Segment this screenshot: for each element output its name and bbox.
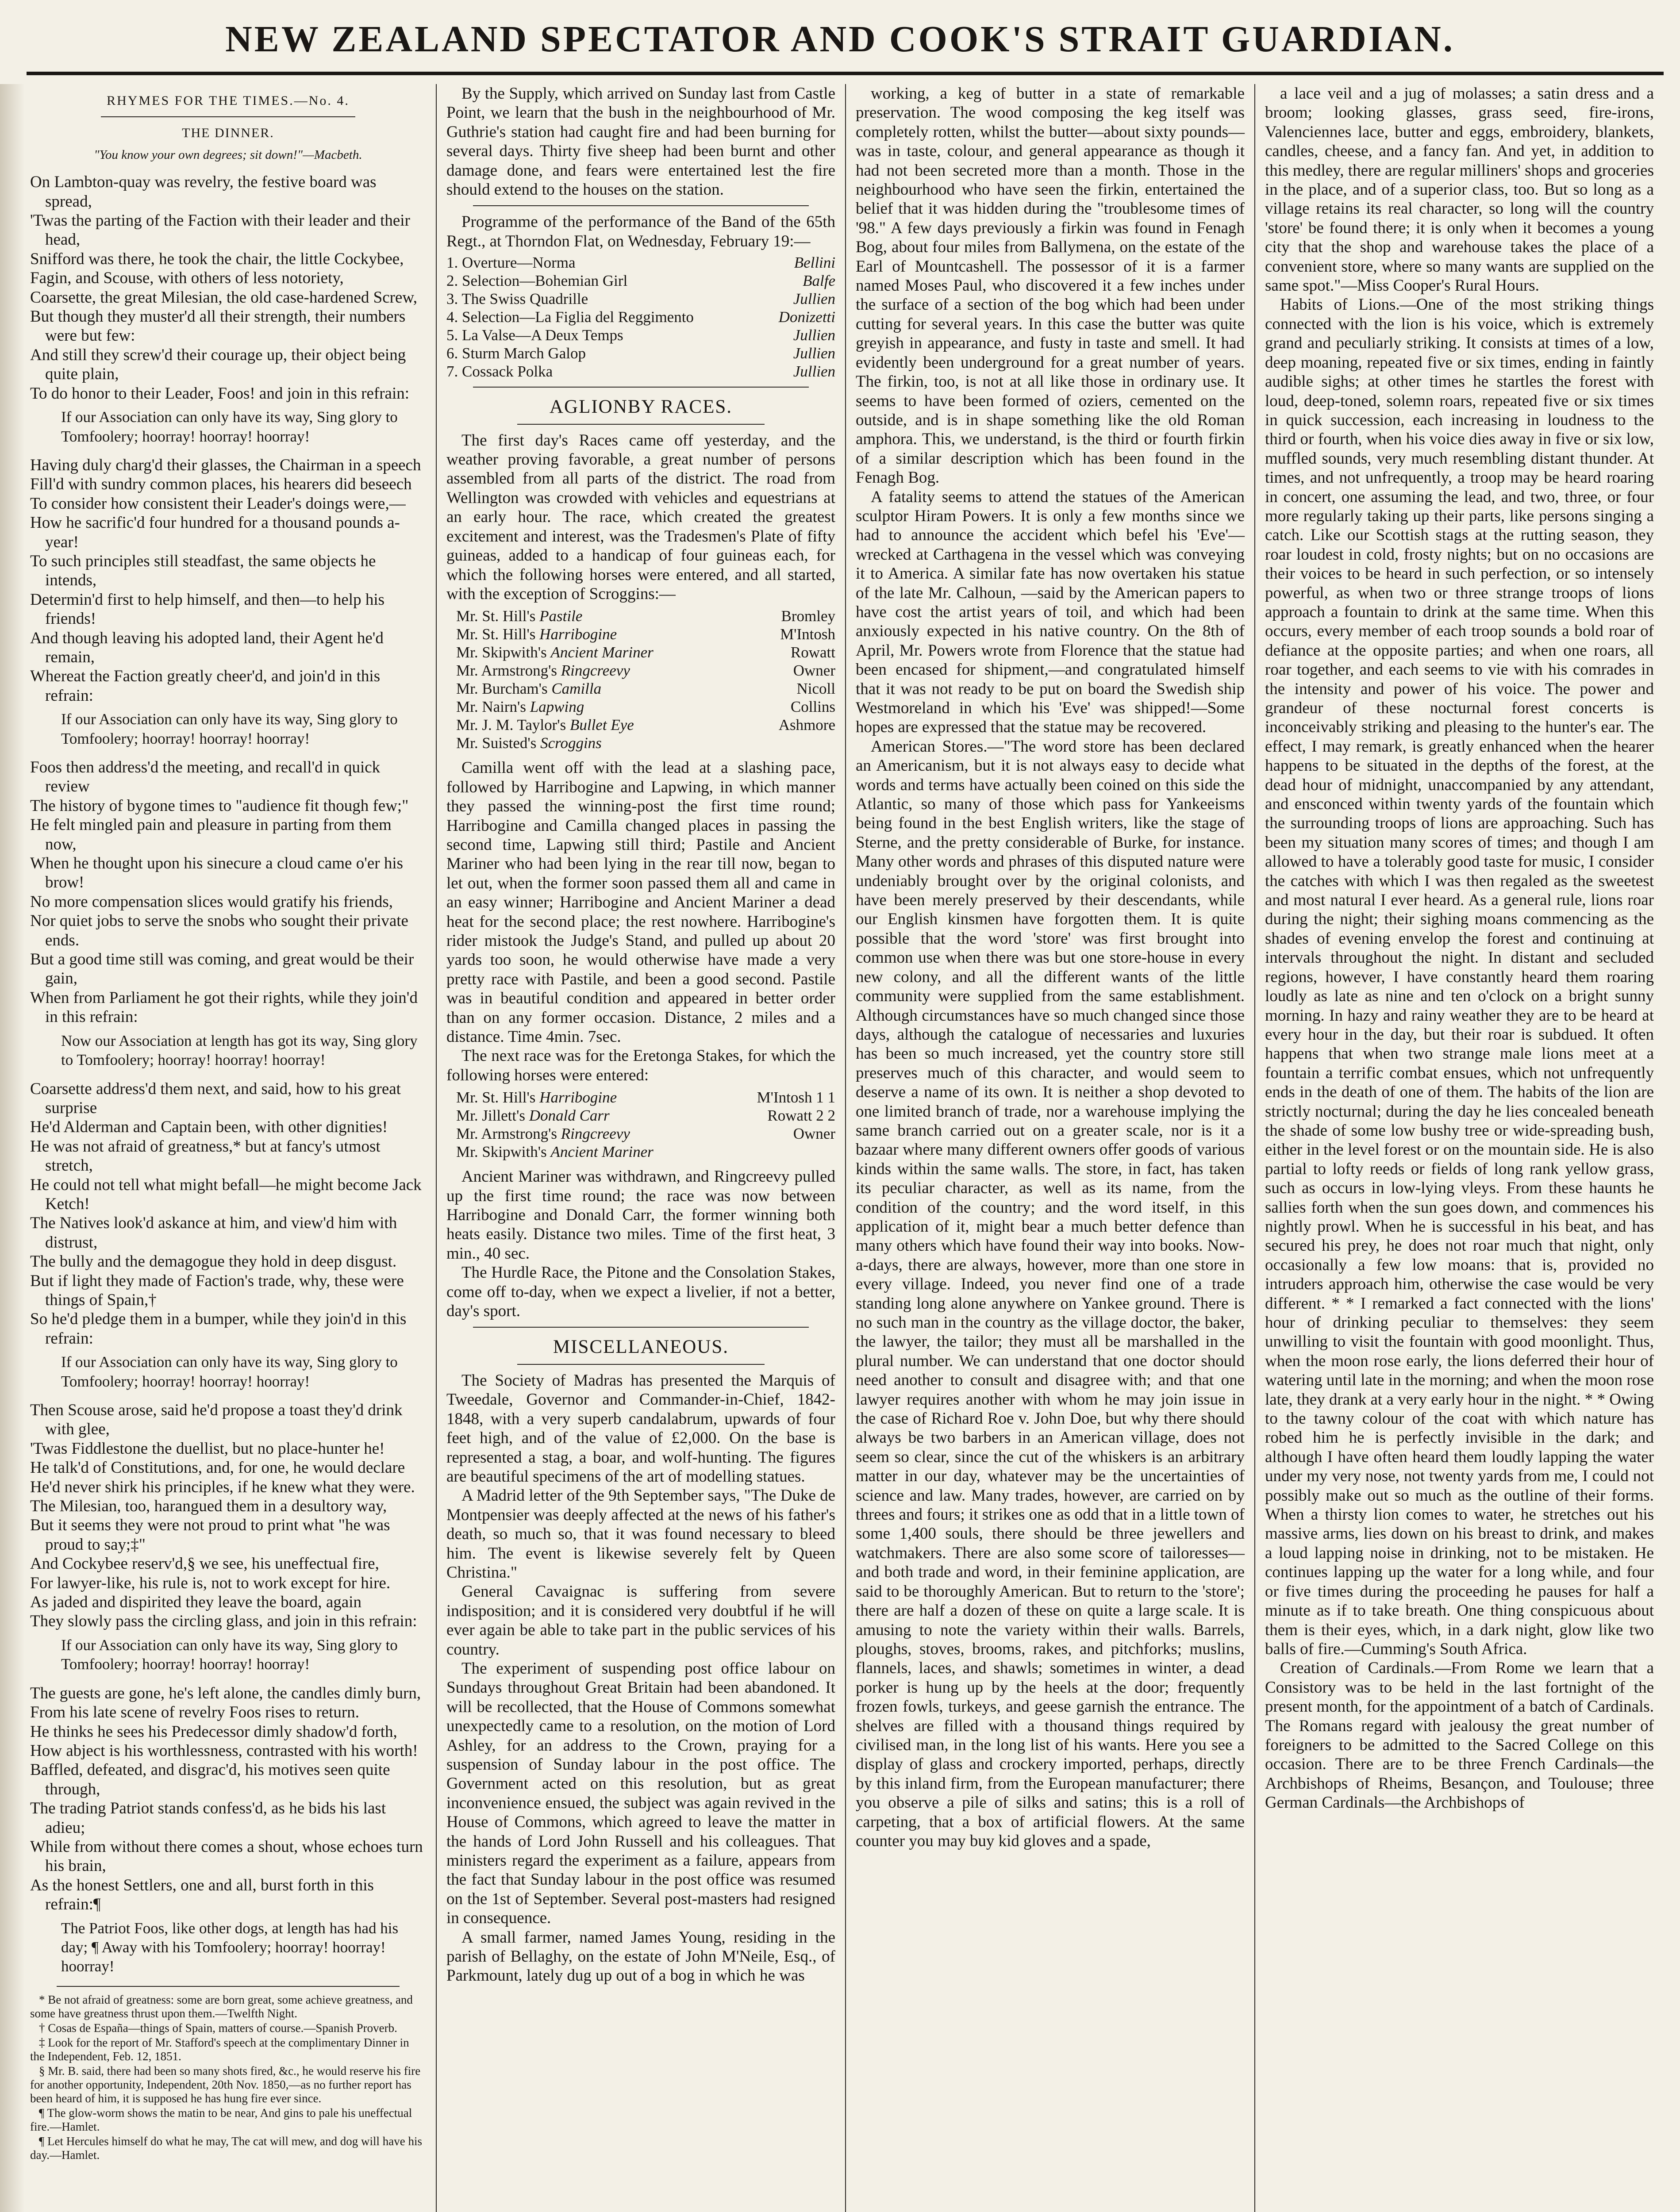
programme-intro: Programme of the performance of the Band of the 65th Regt., at Thorndon Flat, on Wednesday, February 19:—: [446, 213, 835, 250]
race-entry-horse: [456, 625, 617, 643]
race-entry: [456, 625, 835, 643]
races-paragraph-2: Camilla went off with the lead at a slashing pace, followed by Harribogine and Lapwing, in which manner they passed the winning-post the first time round; Harribogine and Camilla changed places in passing the second time, Lapwing still third; Pastile and Ancient Mariner who had been lying in the rear till now, began to let out, when the former soon passed them all and came in an easy winner; Harribogine and Ancient Mariner a dead heat for the second place; the rest nowhere. Harribogine's rider mistook the Judge's Stand, and pulled up about 20 yards too soon, he would otherwise have made a very pretty race with Pastile, and been a good second. Pastile was in beautiful condition and appeared in better order than on any former occasion. Distance, 2 miles and a distance. Time 4min. 7sec.: [446, 759, 835, 1046]
poem-line: So he'd pledge them in a bumper, while they join'd in this refrain:: [30, 1310, 407, 1348]
programme-item: [446, 290, 835, 308]
programme-item: [446, 272, 835, 290]
poem-line: Having duly charg'd their glasses, the Chairman in a speech: [30, 456, 421, 474]
masthead: [0, 0, 1680, 66]
poem-line: From his late scene of revelry Foos rises to return.: [30, 1703, 359, 1722]
races-paragraph-3: The next race was for the Eretonga Stakes, for which the following horses were entered:: [446, 1047, 835, 1084]
footnotes: [30, 1993, 426, 2162]
poem-line: But it seems they were not proud to print what "he was proud to say;‡": [30, 1516, 390, 1554]
race-entry-horse-name: Bullet Eye: [569, 716, 634, 734]
programme-composer: Jullien: [793, 290, 835, 308]
race-entry-owner: Mr. J. M. Taylor's: [456, 716, 566, 734]
race-entry: [456, 643, 835, 661]
poem-line: 'Twas the parting of the Faction with their leader and their head,: [30, 211, 410, 249]
divider: [473, 387, 809, 388]
programme-composer: Jullien: [793, 345, 835, 362]
race-entry-owner: Mr. St. Hill's: [456, 1089, 536, 1106]
race-entry-horse-name: Donald Carr: [529, 1107, 610, 1125]
poem-title: THE DINNER.: [182, 126, 274, 141]
poem-line: How he sacrific'd four hundred for a thousand pounds a-year!: [30, 514, 400, 551]
race-entry-horse: [456, 1125, 630, 1143]
misc-paragraph: The Society of Madras has presented the Marquis of Tweedale, Governor and Commander-in-Chief, 1842-1848, with a very superb candalabrum, upwards of four feet high, and of the value of £2,000. On the base is represented a stag, a boar, and wolf-hunting. The figures are beautiful specimens of the art of modelling statues.: [446, 1371, 835, 1486]
footnote: § Mr. B. said, there had been so many shots fired, &c., he would reserve his fire for another opportunity, Independent, 20th Nov. 1850,—as no further report has been heard of him, it is supposed he has hung fire ever since.: [30, 2064, 421, 2105]
american-stores-paragraph: American Stores.—"The word store has been declared an Americanism, but it is not always easy to decide what words and terms have actually been coined on this side the Atlantic, so many of those which pass for Yankeeisms being found in the best English writers, like the stage of Sterne, and the pretty considerable of Burke, for instance. Many other words and phrases of this disputed nature were undeniably brought over by the original colonists, and have been merely preserved by their descendants, while our English kinsmen have forgotten them. It is quite possible that the word 'store' was first brought into common use when there was but one store-house in every new colony, and all the different wants of the little community were supplied from the same establishment. Although circumstances have so much changed since those days, although the catalogue of necessaries and luxuries has been so much increased, yet the country store still preserves much of this character, and would seem to deserve a name of its own. It is neither a shop devoted to one limited branch of trade, nor a warehouse implying the same branch carried out on a greater scale, nor is it a bazaar where many different owners offer goods of various kinds within the same walls. The store, in fact, has taken its peculiar character, as well as its name, from the condition of the country; and the word itself, in this application of it, might bear a much better defence than many others which have found their way into books. Now-a-days, there are always, however, more than one store in every village. Indeed, you never find one of a trade standing long alone anywhere on Yankee ground. There is no such man in the country as the village doctor, the baker, the lawyer, the tailor; they must all be marshalled in the plural number. We can understand that one doctor should need another to consult and disagree with; and that one lawyer requires another with whom he may join issue in the case of Richard Roe v. John Doe, but why there should always be two barbers in an American village, does not seem so clear, since the cut of the whiskers is an arbitrary matter in our day, whatever may be the uncertainties of science and law. Many trades, however, are carried on by threes and fours; it strikes one as odd that in a little town of some 1,400 souls, there should be three jewellers and watchmakers. There are also some score of tailoresses—and both trade and word, in their feminine application, are said to be thoroughly American. But to return to the 'store'; there are half a dozen of these on quite a large scale. It is amusing to note the variety within their walls. Barrels, ploughs, stoves, brooms, rakes, and pitchforks; muslins, flannels, laces, and shawls; sometimes in winter, a dead porker is hung up by the heels at the door; frequently frozen fowls, turkeys, and geese garnish the entrance. The shelves are filled with a thousand things required by civilised man, in the long list of his wants. Here you see a display of glass and crockery imported, perhaps, directly by this inland firm, from the European manufacturer; there you observe a pile of silks and satins; this is a roll of carpeting, that a box of artificial flowers. At the same counter you may buy kid gloves and a spade,: [856, 737, 1245, 1850]
poem-line: And still they screw'd their courage up, their object being quite plain,: [30, 346, 406, 384]
stores-continued-paragraph: a lace veil and a jug of molasses; a satin dress and a broom; looking glasses, grass seed, fire-irons, Valenciennes lace, butter and eggs, embroidery, blankets, candles, cheese, and a fancy fan. And yet, in addition to this medley, there are regular milliners' shops and groceries in the place, and of a superior class, too. But so long as a village retains its real character, so long will the country 'store' be found there; it is only when it becomes a young city that the shop and warehouse takes the place of a convenient store, where so many wants are supplied on the same spot."—Miss Cooper's Rural Hours.: [1265, 84, 1654, 295]
poem-line: On Lambton-quay was revelry, the festive board was spread,: [30, 173, 377, 211]
poem-line: And Cockybee reserv'd,§ we see, his uneffectual fire,: [30, 1555, 379, 1573]
poem-line: The Natives look'd askance at him, and view'd him with distrust,: [30, 1214, 397, 1252]
newspaper-page: [27, 84, 1664, 2212]
programme-item: [446, 253, 835, 272]
race-entry-owner: Mr. Skipwith's: [456, 644, 547, 661]
poem-line: And though leaving his adopted land, their Agent he'd remain,: [30, 629, 384, 666]
races-paragraph-1: The first day's Races came off yesterday, and the weather proving favorable, a great number of persons assembled from all parts of the district. The road from Wellington was crowded with vehicles and equestrians at an early hour. The race, which created the greatest excitement and interest, was the Tradesmen's Plate of fifty guineas, added to a handicap of four guineas each, for which the following horses were entered, and all started, with the exception of Scroggins:—: [446, 431, 835, 603]
race-entry-horse: [456, 607, 582, 625]
race-entry: [456, 1125, 835, 1143]
programme-item: [446, 308, 835, 326]
poem-line: Snifford was there, he took the chair, the little Cockybee,: [30, 250, 404, 268]
poem-line: Fagin, and Scouse, with others of less notoriety,: [30, 269, 344, 288]
divider: [57, 1986, 400, 1987]
race-entry-rider: Owner: [793, 662, 835, 680]
band-programme: [446, 253, 835, 380]
race-entry: [456, 661, 835, 680]
poem-stanza: [30, 1401, 426, 1674]
race-entry-horse: [456, 1088, 617, 1106]
statues-paragraph: A fatality seems to attend the statues of the American sculptor Hiram Powers. It is only a few months since we had to announce the accident which befel his 'Eve'—wrecked at Carthagena in the vessel which was conveying it to America. A similar fate has now overtaken his statue of the late Mr. Calhoun, —said by the American papers to have cost the artist years of toil, and which had been anxiously expected in his native country. On the 8th of April, Mr. Powers wrote from Florence that the statue had been encased for shipment,—and congratulated himself that it was not ready to be put on board the Swedish ship Westmoreland in which his 'Eve' was shipped!—Some hopes are expressed that the statue may be recovered.: [856, 488, 1245, 737]
poem-line: To such principles still steadfast, the same objects he intends,: [30, 552, 376, 590]
poem-stanza: [30, 456, 426, 748]
poem-line: He'd Alderman and Captain been, with other dignities!: [30, 1118, 388, 1137]
race-entry: [456, 698, 835, 716]
rhymes-heading: RHYMES FOR THE TIMES.—No. 4.: [107, 93, 350, 108]
race-entry: [456, 716, 835, 734]
programme-item: [446, 344, 835, 362]
race-entry-horse: [456, 734, 602, 752]
programme-piece: 1. Overture—Norma: [446, 254, 576, 272]
race-entries-eretonga-stakes: [456, 1088, 835, 1161]
race-entry-horse-name: Lapwing: [530, 698, 584, 716]
misc-paragraph: A Madrid letter of the 9th September says, "The Duke de Montpensier was deeply affected at the news of his father's death, so much so, that it was found necessary to bleed him. The event is likewise severely felt by Queen Christina.": [446, 1486, 835, 1582]
poem-stanza: [30, 1684, 426, 1976]
poem-line: But though they muster'd all their strength, their numbers were but few:: [30, 307, 406, 345]
race-entry-owner: Mr. Armstrong's: [456, 1125, 557, 1143]
poem-epigraph: "You know your own degrees; sit down!"—Macbeth.: [94, 147, 362, 162]
column-1: [27, 84, 436, 2212]
race-entry: [456, 607, 835, 625]
programme-composer: Jullien: [793, 326, 835, 344]
races-paragraph-4: Ancient Mariner was withdrawn, and Ringcreevy pulled up the first time round; the race was now between Harribogine and Donald Carr, the former winning both heats easily. Distance two miles. Time of the first heat, 3 min., 40 sec.: [446, 1167, 835, 1263]
fire-news-paragraph: By the Supply, which arrived on Sunday last from Castle Point, we learn that the bush in the neighbourhood of Mr. Guthrie's station had caught fire and had been burning for several days. Thirty five sheep had been burnt and other damage done, and fears were entertained lest the fire should extend to the houses on the station.: [446, 84, 835, 199]
poem-chorus: If our Association can only have its way, Sing glory to Tomfoolery; hoorray! hoorray! hoorray!: [61, 710, 398, 747]
programme-composer: Jullien: [793, 363, 835, 380]
race-entry-rider: Collins: [790, 698, 835, 716]
poem-chorus: Now our Association at length has got its way, Sing glory to Tomfoolery; hoorray! hoorray! hoorray!: [61, 1032, 418, 1069]
poem-line: Nor quiet jobs to serve the snobs who sought their private ends.: [30, 912, 408, 949]
race-entry-owner: Mr. St. Hill's: [456, 626, 536, 643]
poem-line: He was not afraid of greatness,* but at fancy's utmost stretch,: [30, 1137, 381, 1175]
poem-stanza: [30, 173, 426, 446]
races-heading: AGLIONBY RACES.: [549, 396, 733, 418]
poem-line: Then Scouse arose, said he'd propose a toast they'd drink with glee,: [30, 1401, 403, 1439]
poem-stanza: [30, 1079, 426, 1391]
poem-line: Coarsette address'd them next, and said, how to his great surprise: [30, 1079, 401, 1117]
race-entry-horse-name: Harribogine: [539, 626, 617, 643]
race-entry-owner: Mr. Jillett's: [456, 1107, 526, 1125]
poem-line: While from without there comes a shout, whose echoes turn his brain,: [30, 1837, 423, 1875]
race-entry-rider: M'Intosh 1 1: [757, 1089, 835, 1106]
programme-item: [446, 326, 835, 344]
race-entry-horse: [456, 1106, 610, 1125]
masthead-rule: [27, 72, 1664, 75]
race-entry-rider: Rowatt 2 2: [767, 1107, 835, 1125]
race-entry-horse: [456, 680, 601, 698]
race-entry-horse: [456, 716, 634, 734]
poem-line: For lawyer-like, his rule is, not to work except for hire.: [30, 1574, 391, 1592]
poem-line: How abject is his worthlessness, contrasted with his worth!: [30, 1741, 418, 1760]
race-entry: [456, 734, 835, 752]
race-entry-owner: Mr. Suisted's: [456, 734, 537, 752]
race-entry: [456, 1106, 835, 1125]
race-entry-horse-name: Ringcreevy: [561, 662, 630, 680]
poem-line: The history of bygone times to "audience fit though few;": [30, 796, 409, 815]
poem-line: To do honor to their Leader, Foos! and join in this refrain:: [30, 384, 410, 403]
misc-paragraph: The experiment of suspending post office labour on Sundays throughout Great Britain had been abandoned. It will be recollected, that the House of Commons somewhat unexpectedly came to a resolution, on the motion of Lord Ashley, for an address to the Crown, praying for a suspension of Sunday labour in the post office. The Government acted on this resolution, but as great inconvenience ensued, the subject was again revived in the House of Commons, which agreed to leave the matter in the hands of Lord John Russell and his colleagues. That ministers regard the experiment as a failure, appears from the fact that Sunday labour in the post office was resumed on the 1st of September. Several post-masters had resigned in consequence.: [446, 1659, 835, 1928]
race-entry-owner: Mr. Nairn's: [456, 698, 526, 716]
poem-line: No more compensation slices would gratify his friends,: [30, 892, 393, 911]
poem-line: Coarsette, the great Milesian, the old case-hardened Screw,: [30, 288, 417, 307]
programme-piece: 2. Selection—Bohemian Girl: [446, 272, 628, 290]
race-entry: [456, 1088, 835, 1106]
programme-composer: Bellini: [794, 254, 835, 272]
race-entry: [456, 680, 835, 698]
poem-line: But if light they made of Faction's trade, why, these were things of Spain,†: [30, 1271, 404, 1309]
programme-composer: Balfe: [803, 272, 835, 290]
race-entry-horse: [456, 698, 584, 716]
poem-line: Whereat the Faction greatly cheer'd, and join'd in this refrain:: [30, 667, 381, 705]
race-entry-rider: Bromley: [781, 607, 835, 625]
habits-of-lions-paragraph: Habits of Lions.—One of the most striking things connected with the lion is his voice, which is extremely grand and peculiarly striking. It consists at times of a low, deep moaning, repeated five or six times, ending in faintly audible sighs; at other times he startles the forest with loud, deep-toned, solemn roars, repeated five or six times in quick succession, each increasing in loudness to the third or fourth, when his voice dies away in five or six low, muffled sounds, very much resembling distant thunder. At times, and not unfrequently, a troop may be heard roaring in concert, one assuming the lead, and two, three, or four more regularly taking up their parts, like persons singing a catch. Like our Scottish stags at the rutting season, they roar loudest in cold, frosty nights; but on no occasions are their voices to be heard in such perfection, or so intensely powerful, as when two or three strange troops of lions approach a fountain to drink at the same time. When this occurs, every member of each troop sounds a bold roar of defiance at the opposite parties; and when one roars, all roar together, and each seems to vie with his comrades in the intensity and power of his voice. The power and grandeur of these nocturnal forest concerts is inconceivably striking and pleasing to the hunter's ear. The effect, I may remark, is greatly enhanced when the hearer happens to be situated in the depths of the forest, at the dead hour of midnight, unaccompanied by any attendant, and ensconced within twenty yards of the fountain which the surrounding troops of lions are approaching. Such has been my situation many scores of times; and though I am allowed to have a tolerably good taste for music, I consider the catches with which I was then regaled as the sweetest and most natural I ever heard. As a general rule, lions roar during the night; their sighing moans commencing as the shades of evening envelop the forest and continuing at intervals throughout the night. In distant and secluded regions, however, I have constantly heard them roaring loudly as late as nine and ten o'clock on a bright sunny morning. In hazy and rainy weather they are to be heard at every hour in the day, but their roar is subdued. It often happens that when two strange male lions meet at a fountain a terrific combat ensues, which not unfrequently ends in the death of one of them. The habits of the lion are strictly nocturnal; during the day he lies concealed beneath the shade of some low bushy tree or wide-spreading bush, either in the level forest or on the mountain side. He is also partial to lofty reeds or fields of long rank yellow grass, such as occurs in low-lying vleys. From these haunts he sallies forth when the sun goes down, and commences his nightly prowl. When he is successful in his beat, and has secured his prey, he does not roar much that night, only occasionally a few low moans: that is, provided no intruders approach him, otherwise the case would be very different. * * I remarked a fact connected with the lions' hour of drinking peculiar to themselves: they seem unwilling to visit the fountain with good moonlight. Thus, when the moon rose early, the lions deferred their hour of watering until late in the morning; and when the moon rose late, they drank at a very early hour in the night. * * Owing to the tawny colour of the coat with which nature has robed him he is perfectly invisible in the dark; and although I have often heard them loudly lapping the water under my very nose, not twenty yards from me, I could not possibly make out so much as the outline of their forms. When a thirsty lion comes to water, he stretches out his massive arms, lies down on his breast to drink, and makes a loud lapping noise in drinking, not to be mistaken. He continues lapping up the water for a long while, and four or five times during the proceeding he pauses for half a minute as if to take breath. One thing conspicuous about them is their eyes, which, in a dark night, glow like two balls of fire.—Cumming's South Africa.: [1265, 296, 1654, 1658]
programme-composer: Donizetti: [778, 308, 835, 326]
race-entry-rider: Owner: [793, 1125, 835, 1143]
race-entry: [456, 1143, 835, 1161]
divider: [473, 1327, 809, 1328]
creation-of-cardinals-paragraph: Creation of Cardinals.—From Rome we learn that a Consistory was to be held in the last fortnight of the present month, for the appointment of a batch of Cardinals. The Romans regard with jealousy the great number of foreigners to be admitted to the Sacred College on this occasion. There are to be three French Cardinals—the Archbishops of Rheims, Besançon, and Toulouse; three German Cardinals—the Archbishops of: [1265, 1659, 1654, 1812]
misc-paragraph: A small farmer, named James Young, residing in the parish of Bellaghy, on the estate of John M'Neile, Esq., of Parkmount, lately dug up out of a bog in which he was: [446, 1928, 835, 1985]
poem-line: When from Parliament he got their rights, while they join'd in this refrain:: [30, 988, 418, 1026]
race-entry-horse-name: Ancient Mariner: [550, 644, 654, 661]
programme-item: [446, 362, 835, 380]
race-entry-rider: Rowatt: [790, 644, 835, 661]
column-4: [1254, 84, 1664, 2212]
poem-line: Baffled, defeated, and disgrac'd, his motives seen quite through,: [30, 1761, 390, 1798]
race-entry-horse: [456, 643, 654, 661]
poem-line: He thinks he sees his Predecessor dimly shadow'd forth,: [30, 1722, 397, 1741]
footnote: ¶ The glow-worm shows the matin to be near, And gins to pale his uneffectual fire.—Hamlet.: [30, 2106, 412, 2133]
programme-piece: 7. Cossack Polka: [446, 363, 553, 380]
race-entry-horse-name: Ancient Mariner: [550, 1143, 654, 1161]
race-entry-horse: [456, 661, 630, 680]
divider: [517, 424, 765, 425]
poem-line: 'Twas Fiddlestone the duellist, but no place-hunter he!: [30, 1439, 385, 1458]
race-entries-tradesmens-plate: [456, 607, 835, 752]
poem-line: Fill'd with sundry common places, his hearers did beseech: [30, 475, 412, 494]
poem-line: He felt mingled pain and pleasure in parting from them now,: [30, 816, 392, 853]
misc-heading: MISCELLANEOUS.: [553, 1336, 729, 1358]
column-2: [436, 84, 845, 2212]
race-entry-owner: Mr. St. Hill's: [456, 607, 536, 625]
race-entry-horse-name: Ringcreevy: [561, 1125, 630, 1143]
footnote: ‡ Look for the report of Mr. Stafford's speech at the complimentary Dinner in the Independent, Feb. 12, 1851.: [30, 2035, 409, 2063]
race-entry-rider: Ashmore: [778, 716, 835, 734]
programme-piece: 3. The Swiss Quadrille: [446, 290, 588, 308]
poem-line: The trading Patriot stands confess'd, as he bids his last adieu;: [30, 1799, 386, 1837]
poem-line: But a good time still was coming, and great would be their gain,: [30, 950, 414, 988]
poem-line: As the honest Settlers, one and all, burst forth in this refrain:¶: [30, 1876, 374, 1914]
masthead-title: NEW ZEALAND SPECTATOR AND COOK'S STRAIT GUARDIAN.: [225, 19, 1455, 60]
poem-line: Determin'd first to help himself, and then—to help his friends!: [30, 590, 384, 628]
programme-piece: 5. La Valse—A Deux Temps: [446, 326, 623, 344]
divider: [101, 116, 355, 117]
footnote: ¶ Let Hercules himself do what he may, The cat will mew, and dog will have his day.—Hamlet.: [30, 2134, 423, 2162]
misc-paragraph: General Cavaignac is suffering from severe indisposition; and it is considered very doubtful if he will ever again be able to take part in the public services of his country.: [446, 1582, 835, 1659]
race-entry-horse-name: Pastile: [539, 607, 583, 625]
poem-line: The Milesian, too, harangued them in a desultory way,: [30, 1497, 387, 1516]
poem-line: Foos then address'd the meeting, and recall'd in quick review: [30, 758, 381, 796]
race-entry-horse-name: Scroggins: [540, 734, 602, 752]
poem-stanza: [30, 758, 426, 1070]
footnote: † Cosas de España—things of Spain, matters of course.—Spanish Proverb.: [39, 2021, 397, 2035]
poem-line: They slowly pass the circling glass, and join in this refrain:: [30, 1612, 417, 1631]
poem-line: He talk'd of Constitutions, and, for one, he would declare: [30, 1459, 405, 1477]
poem-chorus: If our Association can only have its way, Sing glory to Tomfoolery; hoorray! hoorray! hoorray!: [61, 1636, 398, 1673]
poem-line: To consider how consistent their Leader's doings were,—: [30, 494, 406, 513]
poem-line: He could not tell what might befall—he might become Jack Ketch!: [30, 1175, 422, 1213]
divider: [473, 205, 809, 206]
programme-piece: 4. Selection—La Figlia del Reggimento: [446, 308, 694, 326]
page-binding-shadow: [0, 84, 25, 2212]
programme-piece: 6. Sturm March Galop: [446, 345, 586, 362]
butter-keg-paragraph: working, a keg of butter in a state of remarkable preservation. The wood composing the keg itself was completely rotten, whilst the butter—about sixty pounds—was in taste, colour, and general appearance as though it had not been secreted more than a month. Those in the neighbourhood who have seen the firkin, entertained the belief that it was hidden during the "troublesome times of '98." A few days previously a firkin was found in Fenagh Bog, about four miles from Ballymena, on the estate of the Earl of Mountcashell. The possessor of it is a farmer named Moses Paul, who discovered it a few inches under the surface of a section of the bog which had been under cutting for several years. In this case the butter was quite greyish in appearance, and fusty in taste and smell. It had evidently been underground for a great number of years. The firkin, too, is not at all like those in ordinary use. It seems to have been formed of oziers, cemented on the outside, and is in shape something like the old Roman amphora. This, we understand, is the third or fourth firkin of a similar description which has been found in the Fenagh Bog.: [856, 84, 1245, 487]
poem-line: When he thought upon his sinecure a cloud came o'er his brow!: [30, 854, 404, 892]
poem-chorus: If our Association can only have its way, Sing glory to Tomfoolery; hoorray! hoorray! hoorray!: [61, 408, 398, 445]
poem-line: The guests are gone, he's left alone, the candles dimly burn,: [30, 1684, 421, 1702]
column-3: [845, 84, 1254, 2212]
divider: [517, 1364, 765, 1365]
footnote: * Be not afraid of greatness: some are born great, some achieve greatness, and some have greatness thrust upon them.—Twelfth Night.: [30, 1993, 413, 2020]
poem-chorus: If our Association can only have its way, Sing glory to Tomfoolery; hoorray! hoorray! hoorray!: [61, 1353, 398, 1390]
poem-chorus: The Patriot Foos, like other dogs, at length has had his day; ¶ Away with his Tomfoolery; hoorray! hoorray! hoorray!: [61, 1919, 399, 1975]
race-entry-owner: Mr. Armstrong's: [456, 662, 557, 680]
poem-body: [30, 173, 426, 1976]
race-entry-horse-name: Harribogine: [539, 1089, 617, 1106]
race-entry-owner: Mr. Skipwith's: [456, 1143, 547, 1161]
race-entry-horse-name: Camilla: [551, 680, 602, 698]
race-entry-owner: Mr. Burcham's: [456, 680, 548, 698]
race-entry-rider: M'Intosh: [780, 626, 835, 643]
race-entry-horse: [456, 1143, 654, 1161]
poem-line: The bully and the demagogue they hold in deep disgust.: [30, 1252, 397, 1271]
races-paragraph-5: The Hurdle Race, the Pitone and the Consolation Stakes, come off to-day, when we expect a livelier, if not a better, day's sport.: [446, 1263, 835, 1321]
race-entry-rider: Nicoll: [796, 680, 835, 698]
poem-line: As jaded and dispirited they leave the board, again: [30, 1593, 361, 1612]
poem-line: He'd never shirk his principles, if he knew what they were.: [30, 1478, 415, 1496]
